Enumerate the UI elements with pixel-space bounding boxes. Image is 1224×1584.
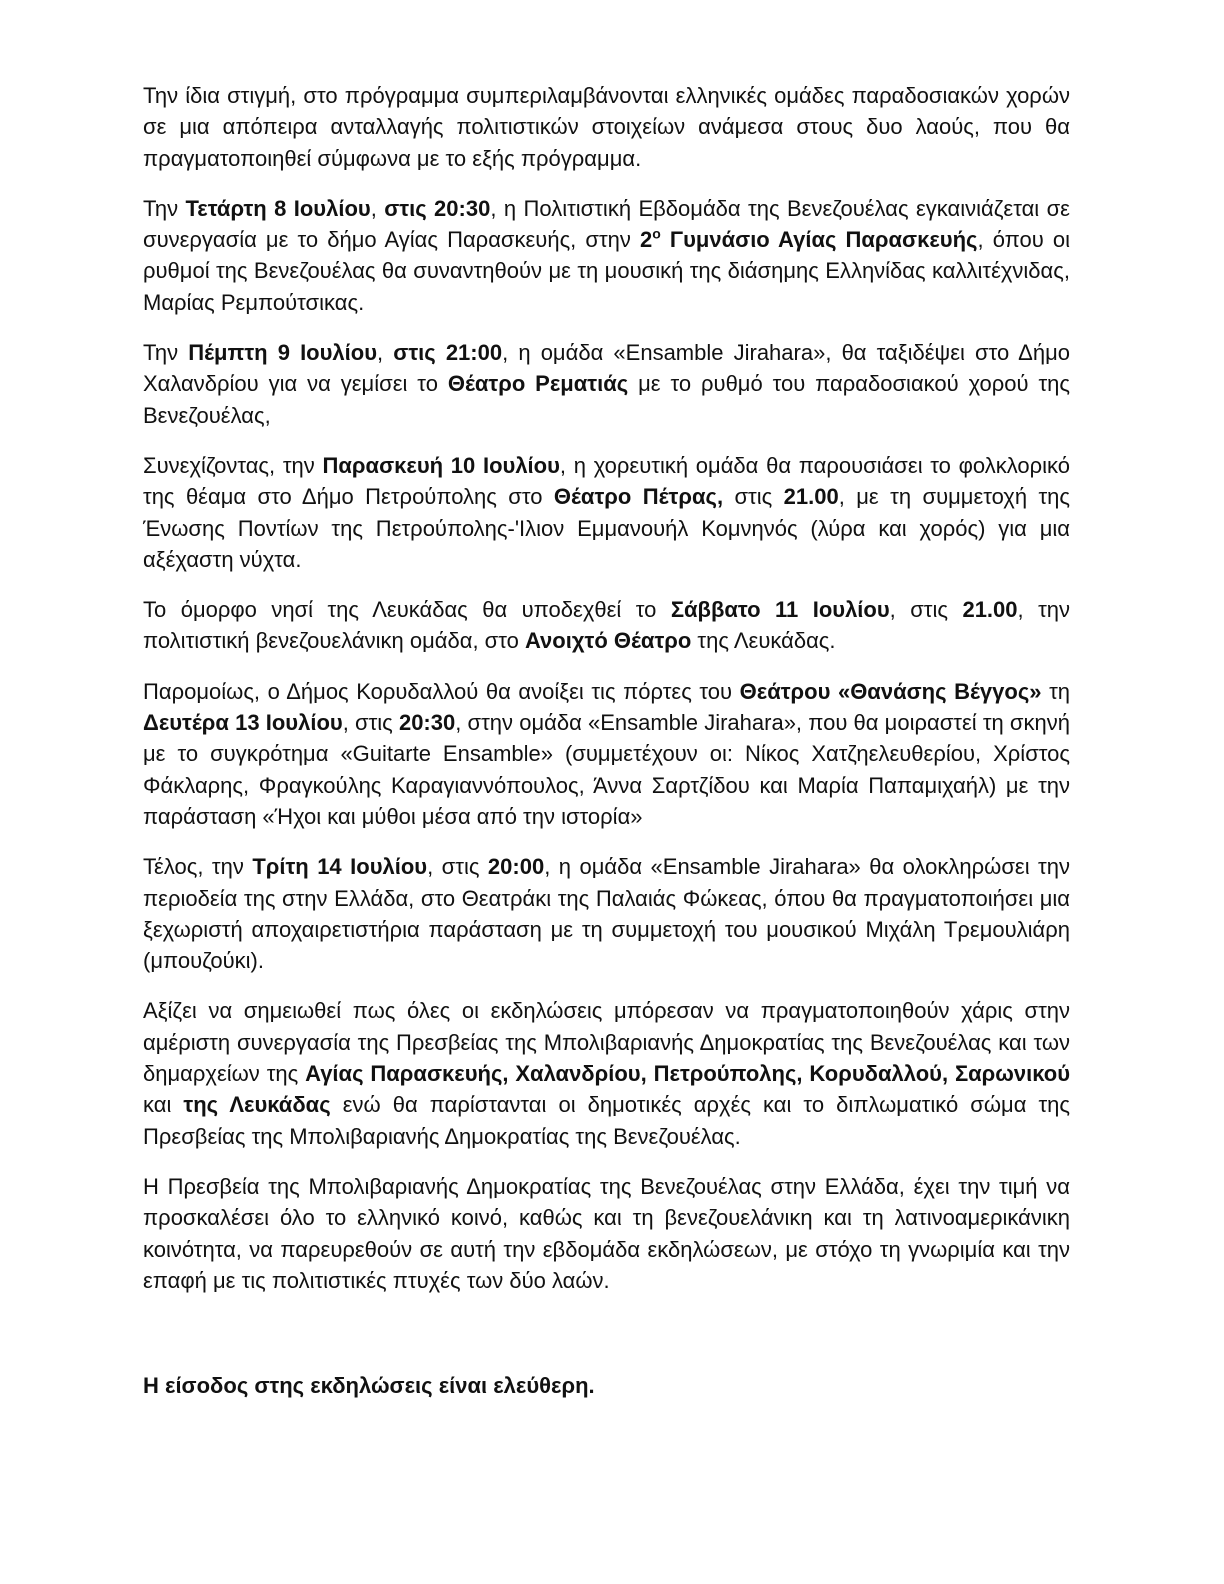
paragraph-tuesday-event (143, 851, 1070, 976)
paragraph-wednesday-event (143, 193, 1070, 318)
paragraph-friday-event (143, 450, 1070, 575)
paragraph-thursday-event (143, 337, 1070, 431)
paragraph-acknowledgement (143, 995, 1070, 1151)
paragraph-text: Την ίδια στιγμή, στο πρόγραμμα συμπεριλαμβάνονται ελληνικές ομάδες παραδοσιακών χορών σε μια απόπειρα ανταλλαγής πολιτιστικών στοιχείων ανάμεσα στους δυο λαούς, που θα πραγματοποιηθεί σύμφωνα με το εξής πρόγραμμα. (143, 83, 1070, 171)
event-date: Πέμπτη 9 Ιουλίου (188, 340, 378, 366)
event-venue: Θέατρο Πέτρας, (553, 484, 724, 510)
event-time: 20:00 (487, 854, 545, 880)
paragraph-text: , (377, 340, 394, 366)
paragraph-text: τη (1041, 678, 1070, 704)
paragraph-text: , στις (342, 710, 399, 736)
paragraph-text: , η ομάδα «Ensamble Jirahara», θα ταξιδέψει στο Δήμο Χαλανδρίου για να γεμίσει το (143, 340, 1070, 397)
paragraph-text: με το ρυθμό του παραδοσιακού χορού της Βενεζουέλας, (143, 371, 1070, 428)
paragraph-text: ενώ θα παρίστανται οι δημοτικές αρχές και το διπλωματικό σώμα της Πρεσβείας της Μπολιβαριανής Δημοκρατίας της Βενεζουέλας. (143, 1092, 1071, 1149)
event-date: Δευτέρα 13 Ιουλίου (143, 710, 343, 736)
event-time: 21.00 (783, 484, 839, 510)
ordinal-superscript: ο (652, 225, 661, 242)
event-time: στις 20:30 (384, 195, 491, 221)
venue-number: 2 (639, 227, 653, 253)
paragraph-text: , η ομάδα «Ensamble Jirahara» θα ολοκληρώσει την περιοδεία της στην Ελλάδα, στο Θεατράκι της Παλαιάς Φώκεας, όπου θα πραγματοποιήσει μια ξεχωριστή αποχαιρετιστήρια παράσταση με τη συμμετοχή του μουσικού Μιχάλη Τρεμουλιάρη (μπουζούκι). (143, 854, 1070, 974)
paragraph-text: , στις (427, 854, 488, 880)
free-entry-notice: Η είσοδος στης εκδηλώσεις είναι ελεύθερη. (143, 1373, 595, 1399)
event-date: Σάββατο 11 Ιουλίου (670, 597, 890, 623)
event-venue: Ανοιχτό Θέατρο (524, 628, 692, 654)
paragraph-saturday-event (143, 594, 1070, 657)
event-venue: Γυμνάσιο Αγίας Παρασκευής (660, 227, 978, 253)
paragraph-text: Την (143, 195, 186, 221)
event-venue: Θέατρο Ρεματιάς (447, 371, 629, 397)
paragraph-text: , με τη συμμετοχή της Ένωσης Ποντίων της Πετρούπολης-'Ιλιον Εμμανουήλ Κομνηνός (λύρα και χορός) για μια αξέχαστη νύχτα. (143, 484, 1071, 572)
event-time: 21.00 (962, 597, 1018, 623)
paragraph-text: Η Πρεσβεία της Μπολιβαριανής Δημοκρατίας της Βενεζουέλας στην Ελλάδα, έχει την τιμή να προσκαλέσει όλο το ελληνικό κοινό, καθώς και τη βενεζουελάνικη και τη λατινοαμερικάνικη κοινότητα, να παρευρεθούν σε αυτή την εβδομάδα εκδηλώσεων, με στόχο τη γνωριμία και την επαφή με τις πολιτιστικές πτυχές των δύο λαών. (143, 1173, 1070, 1293)
document-page (143, 80, 1070, 1420)
paragraph-monday-event (143, 676, 1070, 832)
paragraph-text: της Λευκάδας. (691, 628, 836, 654)
event-date: Παρασκευή 10 Ιουλίου (322, 452, 560, 478)
paragraph-text: , την πολιτιστική βενεζουελάνικη ομάδα, στο (143, 597, 1071, 654)
paragraph-text: Τέλος, την (143, 854, 253, 880)
paragraph-text: , στην ομάδα «Ensamble Jirahara», που θα μοιραστεί τη σκηνή με το συγκρότημα «Guitarte Ensamble» (συμμετέχουν οι: Νίκος Χατζηελευθερίου, Χρίστος Φάκλαρης, Φραγκούλης Καραγιαννόπουλος, Άννα Σαρτζίδου και Μαρία Παπαμιχαήλ) με την παράσταση «Ήχοι και μύθοι μέσα από την ιστορία» (143, 710, 1070, 829)
paragraph-text: , η Πολιτιστική Εβδομάδα της Βενεζουέλας εγκαινιάζεται σε συνεργασία με το δήμο Αγίας Παρασκευής, στην (143, 195, 1070, 253)
paragraph-text: Παρομοίως, ο Δήμος Κορυδαλλού θα ανοίξει τις πόρτες του (143, 678, 740, 704)
municipality-lefkada: της Λευκάδας (183, 1092, 331, 1118)
paragraph-text: Το όμορφο νησί της Λευκάδας θα υποδεχθεί το (143, 597, 671, 623)
paragraph-text: , (370, 195, 385, 221)
paragraph-text: Αξίζει να σημειωθεί πως όλες οι εκδηλώσεις μπόρεσαν να πραγματοποιηθούν χάρις στην αμέριστη συνεργασία της Πρεσβείας της Μπολιβαριανής Δημοκρατίας της Βενεζουέλας και των δημαρχείων της (143, 998, 1070, 1087)
event-date: Τετάρτη 8 Ιουλίου (185, 195, 371, 221)
event-time: 20:30 (398, 710, 456, 736)
paragraph-text: στις (723, 484, 784, 510)
paragraph-text: , η χορευτική ομάδα θα παρουσιάσει το φολκλορικό της θέαμα στο Δήμο Πετρούπολης στο (143, 452, 1070, 510)
paragraph-text: , στις (889, 597, 963, 623)
paragraph-text: Συνεχίζοντας, την (143, 452, 323, 478)
paragraph-invitation (143, 1171, 1070, 1296)
municipalities-list: Αγίας Παρασκευής, Χαλανδρίου, Πετρούπολης, Κορυδαλλού, Σαρωνικού (305, 1061, 1070, 1087)
event-venue: Θεάτρου «Θανάσης Βέγγος» (739, 678, 1042, 704)
event-time: στις 21:00 (393, 340, 503, 366)
paragraph-text: Την (143, 340, 189, 366)
paragraph-text: και (143, 1092, 184, 1118)
paragraph-text: , όπου οι ρυθμοί της Βενεζουέλας θα συναντηθούν με τη μουσική της διάσημης Ελληνίδας καλλιτέχνιδας, Μαρίας Ρεμπούτσικας. (143, 227, 1070, 315)
event-date: Τρίτη 14 Ιουλίου (252, 854, 428, 880)
paragraph-intro (143, 80, 1070, 174)
